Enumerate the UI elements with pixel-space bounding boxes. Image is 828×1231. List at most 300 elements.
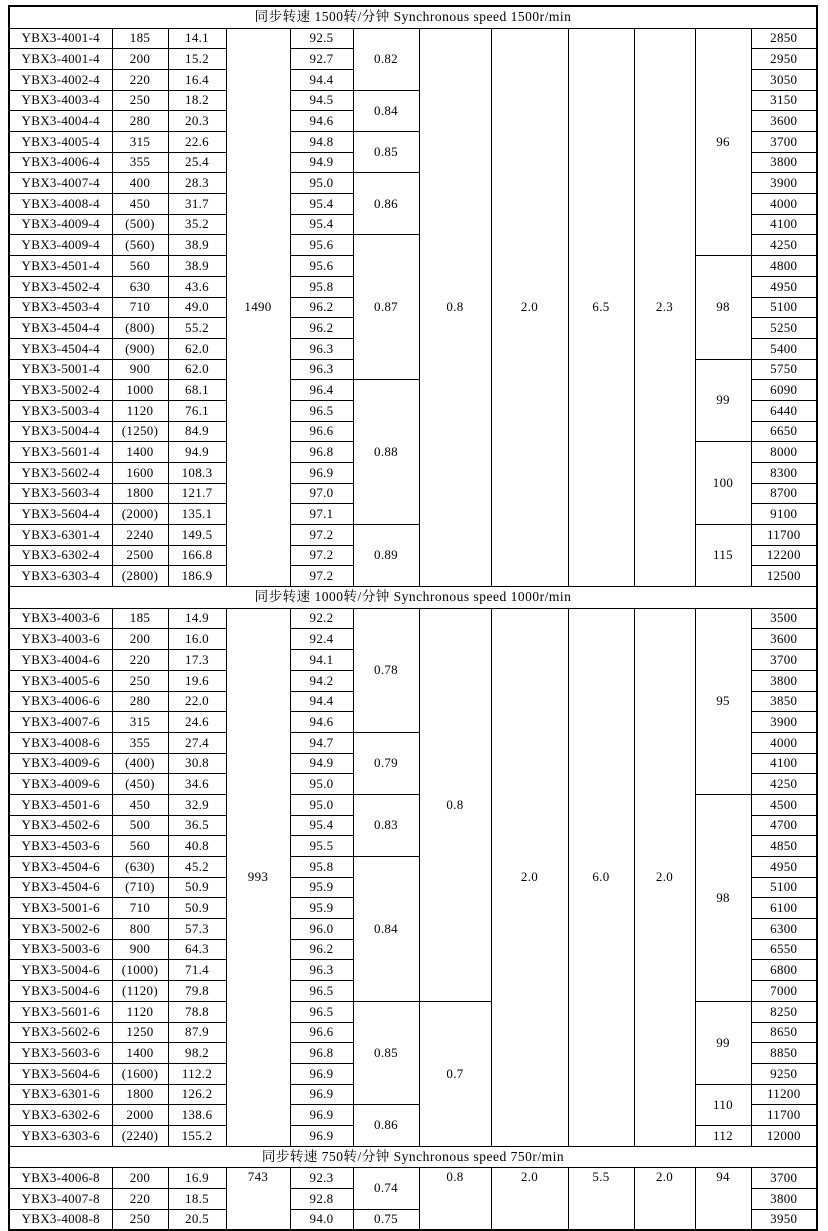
cell-power-factor: 0.79 <box>353 732 419 794</box>
cell-efficiency: 96.5 <box>290 1001 353 1022</box>
cell-power: (1600) <box>112 1063 168 1084</box>
cell-efficiency: 95.4 <box>290 214 353 235</box>
cell-locked-rotor-pf: 0.8 <box>419 608 491 1001</box>
cell-efficiency: 95.5 <box>290 836 353 857</box>
cell-model: YBX3-4009-4 <box>9 235 112 256</box>
cell-current: 62.0 <box>168 338 226 359</box>
cell-weight: 11200 <box>751 1084 817 1105</box>
cell-weight: 8700 <box>751 483 817 504</box>
cell-efficiency: 94.6 <box>290 111 353 132</box>
cell-power: 220 <box>112 1188 168 1209</box>
cell-current: 50.9 <box>168 898 226 919</box>
cell-weight: 3500 <box>751 608 817 629</box>
cell-weight: 6090 <box>751 380 817 401</box>
cell-weight: 9250 <box>751 1063 817 1084</box>
cell-locked-rotor-pf: 0.8 <box>419 1168 491 1231</box>
cell-weight: 6300 <box>751 919 817 940</box>
cell-noise: 99 <box>695 359 751 442</box>
cell-current: 25.4 <box>168 152 226 173</box>
cell-current: 155.2 <box>168 1125 226 1146</box>
cell-weight: 12000 <box>751 1125 817 1146</box>
cell-model: YBX3-4008-8 <box>9 1209 112 1230</box>
cell-efficiency: 94.2 <box>290 670 353 691</box>
cell-weight: 8850 <box>751 1043 817 1064</box>
cell-power: 710 <box>112 898 168 919</box>
cell-model: YBX3-5003-6 <box>9 939 112 960</box>
cell-current: 186.9 <box>168 566 226 587</box>
cell-current: 27.4 <box>168 732 226 753</box>
cell-model: YBX3-4001-4 <box>9 49 112 70</box>
cell-power-factor: 0.83 <box>353 794 419 856</box>
cell-power: 450 <box>112 794 168 815</box>
cell-efficiency: 96.3 <box>290 359 353 380</box>
cell-power: 315 <box>112 712 168 733</box>
cell-efficiency: 97.2 <box>290 525 353 546</box>
cell-torque-ratio: 2.0 <box>491 608 568 1146</box>
cell-power: (450) <box>112 774 168 795</box>
cell-weight: 2950 <box>751 49 817 70</box>
cell-power: (1120) <box>112 981 168 1002</box>
cell-efficiency: 92.7 <box>290 49 353 70</box>
cell-current: 14.9 <box>168 608 226 629</box>
cell-power-factor: 0.86 <box>353 173 419 235</box>
cell-power: (2800) <box>112 566 168 587</box>
cell-efficiency: 95.6 <box>290 256 353 277</box>
cell-weight: 3850 <box>751 691 817 712</box>
cell-current: 138.6 <box>168 1105 226 1126</box>
cell-weight: 8650 <box>751 1022 817 1043</box>
cell-current: 78.8 <box>168 1001 226 1022</box>
cell-weight: 12500 <box>751 566 817 587</box>
cell-locked-rotor-pf: 0.8 <box>419 28 491 587</box>
cell-model: YBX3-4501-6 <box>9 794 112 815</box>
cell-power-factor: 0.85 <box>353 132 419 173</box>
cell-power: 1600 <box>112 463 168 484</box>
cell-power: (2000) <box>112 504 168 525</box>
cell-efficiency: 94.8 <box>290 132 353 153</box>
cell-weight: 12200 <box>751 545 817 566</box>
cell-weight: 5750 <box>751 359 817 380</box>
cell-current: 20.5 <box>168 1209 226 1230</box>
cell-current: 166.8 <box>168 545 226 566</box>
cell-current: 126.2 <box>168 1084 226 1105</box>
cell-model: YBX3-4502-6 <box>9 815 112 836</box>
cell-current: 28.3 <box>168 173 226 194</box>
cell-current-ratio: 5.5 <box>568 1168 634 1231</box>
cell-model: YBX3-4504-6 <box>9 857 112 878</box>
cell-current: 34.6 <box>168 774 226 795</box>
cell-max-torque-ratio: 2.0 <box>634 608 695 1146</box>
cell-efficiency: 97.1 <box>290 504 353 525</box>
cell-current: 22.0 <box>168 691 226 712</box>
cell-weight: 6550 <box>751 939 817 960</box>
cell-current: 49.0 <box>168 297 226 318</box>
cell-model: YBX3-4504-4 <box>9 338 112 359</box>
cell-model: YBX3-4001-4 <box>9 28 112 49</box>
cell-max-torque-ratio: 2.3 <box>634 28 695 587</box>
cell-weight: 8300 <box>751 463 817 484</box>
cell-efficiency: 96.3 <box>290 960 353 981</box>
cell-model: YBX3-5602-6 <box>9 1022 112 1043</box>
cell-model: YBX3-4006-6 <box>9 691 112 712</box>
cell-power: 400 <box>112 173 168 194</box>
cell-power: (1250) <box>112 421 168 442</box>
cell-current: 14.1 <box>168 28 226 49</box>
cell-model: YBX3-4004-4 <box>9 111 112 132</box>
cell-power: 800 <box>112 919 168 940</box>
cell-power: 250 <box>112 670 168 691</box>
cell-model: YBX3-5603-4 <box>9 483 112 504</box>
cell-power-factor: 0.78 <box>353 608 419 732</box>
cell-efficiency: 96.9 <box>290 1063 353 1084</box>
cell-power: 250 <box>112 1209 168 1230</box>
cell-power: (900) <box>112 338 168 359</box>
cell-weight: 3900 <box>751 712 817 733</box>
cell-power: 2000 <box>112 1105 168 1126</box>
cell-efficiency: 94.9 <box>290 152 353 173</box>
cell-current: 149.5 <box>168 525 226 546</box>
cell-power: 355 <box>112 152 168 173</box>
cell-current: 31.7 <box>168 194 226 215</box>
cell-weight: 6100 <box>751 898 817 919</box>
cell-model: YBX3-4004-6 <box>9 650 112 671</box>
cell-model: YBX3-5601-6 <box>9 1001 112 1022</box>
cell-efficiency: 95.0 <box>290 794 353 815</box>
cell-model: YBX3-4003-4 <box>9 90 112 111</box>
cell-model: YBX3-4007-4 <box>9 173 112 194</box>
cell-efficiency: 96.5 <box>290 981 353 1002</box>
cell-efficiency: 92.8 <box>290 1188 353 1209</box>
cell-model: YBX3-5602-4 <box>9 463 112 484</box>
cell-efficiency: 95.0 <box>290 173 353 194</box>
cell-current: 22.6 <box>168 132 226 153</box>
cell-efficiency: 94.0 <box>290 1209 353 1230</box>
table-body <box>9 6 817 1230</box>
cell-power: 1800 <box>112 1084 168 1105</box>
cell-efficiency: 96.5 <box>290 400 353 421</box>
cell-model: YBX3-5001-6 <box>9 898 112 919</box>
cell-model: YBX3-4008-4 <box>9 194 112 215</box>
cell-current: 108.3 <box>168 463 226 484</box>
cell-power: 200 <box>112 629 168 650</box>
cell-speed: 743 <box>226 1168 290 1231</box>
cell-power: 355 <box>112 732 168 753</box>
cell-power: 315 <box>112 132 168 153</box>
cell-weight: 3700 <box>751 650 817 671</box>
cell-efficiency: 94.4 <box>290 691 353 712</box>
cell-efficiency: 96.0 <box>290 919 353 940</box>
cell-efficiency: 96.9 <box>290 1084 353 1105</box>
cell-power-factor: 0.87 <box>353 235 419 380</box>
cell-efficiency: 95.6 <box>290 235 353 256</box>
cell-current: 94.9 <box>168 442 226 463</box>
cell-current: 68.1 <box>168 380 226 401</box>
cell-power: 250 <box>112 90 168 111</box>
cell-power: 2500 <box>112 545 168 566</box>
cell-efficiency: 96.6 <box>290 421 353 442</box>
cell-speed: 1490 <box>226 28 290 587</box>
cell-noise: 100 <box>695 442 751 525</box>
cell-weight: 7000 <box>751 981 817 1002</box>
cell-efficiency: 92.2 <box>290 608 353 629</box>
cell-power-factor: 0.85 <box>353 1001 419 1104</box>
cell-weight: 4700 <box>751 815 817 836</box>
cell-model: YBX3-4504-6 <box>9 877 112 898</box>
cell-model: YBX3-4008-6 <box>9 732 112 753</box>
cell-power-factor: 0.74 <box>353 1168 419 1209</box>
cell-efficiency: 95.0 <box>290 774 353 795</box>
cell-current-ratio: 6.0 <box>568 608 634 1146</box>
cell-model: YBX3-5603-6 <box>9 1043 112 1064</box>
section-title: 同步转速 1500转/分钟 Synchronous speed 1500r/min <box>9 6 817 28</box>
cell-power-factor: 0.84 <box>353 90 419 131</box>
cell-model: YBX3-4007-8 <box>9 1188 112 1209</box>
cell-current: 43.6 <box>168 276 226 297</box>
cell-model: YBX3-4504-4 <box>9 318 112 339</box>
cell-model: YBX3-4009-6 <box>9 753 112 774</box>
cell-power: 185 <box>112 28 168 49</box>
cell-model: YBX3-6303-6 <box>9 1125 112 1146</box>
cell-model: YBX3-4007-6 <box>9 712 112 733</box>
cell-efficiency: 95.9 <box>290 898 353 919</box>
cell-efficiency: 96.8 <box>290 442 353 463</box>
cell-noise: 98 <box>695 794 751 1001</box>
cell-weight: 4950 <box>751 857 817 878</box>
cell-model: YBX3-6303-4 <box>9 566 112 587</box>
cell-model: YBX3-4009-4 <box>9 214 112 235</box>
cell-power: 220 <box>112 650 168 671</box>
cell-model: YBX3-5601-4 <box>9 442 112 463</box>
cell-current: 79.8 <box>168 981 226 1002</box>
cell-efficiency: 94.5 <box>290 90 353 111</box>
cell-weight: 6650 <box>751 421 817 442</box>
cell-efficiency: 96.9 <box>290 1105 353 1126</box>
cell-model: YBX3-6302-6 <box>9 1105 112 1126</box>
cell-power: 450 <box>112 194 168 215</box>
cell-efficiency: 92.5 <box>290 28 353 49</box>
cell-weight: 5400 <box>751 338 817 359</box>
motor-spec-table <box>8 5 818 1231</box>
cell-efficiency: 95.8 <box>290 857 353 878</box>
cell-current: 112.2 <box>168 1063 226 1084</box>
cell-weight: 4250 <box>751 235 817 256</box>
cell-model: YBX3-4006-4 <box>9 152 112 173</box>
cell-power: (1000) <box>112 960 168 981</box>
cell-noise: 98 <box>695 256 751 359</box>
cell-current: 32.9 <box>168 794 226 815</box>
cell-model: YBX3-4003-6 <box>9 608 112 629</box>
cell-weight: 3900 <box>751 173 817 194</box>
cell-weight: 4500 <box>751 794 817 815</box>
cell-power: (710) <box>112 877 168 898</box>
cell-current: 71.4 <box>168 960 226 981</box>
cell-efficiency: 94.4 <box>290 69 353 90</box>
cell-model: YBX3-4005-4 <box>9 132 112 153</box>
cell-power: 1800 <box>112 483 168 504</box>
cell-power: (630) <box>112 857 168 878</box>
cell-weight: 3800 <box>751 670 817 691</box>
cell-current: 24.6 <box>168 712 226 733</box>
cell-weight: 4950 <box>751 276 817 297</box>
cell-model: YBX3-4003-6 <box>9 629 112 650</box>
cell-model: YBX3-5004-6 <box>9 960 112 981</box>
cell-power: 560 <box>112 256 168 277</box>
cell-current: 16.9 <box>168 1168 226 1189</box>
cell-model: YBX3-4503-6 <box>9 836 112 857</box>
cell-power: 185 <box>112 608 168 629</box>
cell-efficiency: 96.6 <box>290 1022 353 1043</box>
cell-current: 15.2 <box>168 49 226 70</box>
cell-weight: 3800 <box>751 152 817 173</box>
cell-power: 900 <box>112 359 168 380</box>
cell-torque-ratio: 2.0 <box>491 1168 568 1231</box>
cell-current: 16.4 <box>168 69 226 90</box>
cell-power: (560) <box>112 235 168 256</box>
cell-model: YBX3-4501-4 <box>9 256 112 277</box>
cell-noise: 94 <box>695 1168 751 1231</box>
cell-efficiency: 96.2 <box>290 318 353 339</box>
section-title: 同步转速 750转/分钟 Synchronous speed 750r/min <box>9 1146 817 1168</box>
cell-efficiency: 95.4 <box>290 194 353 215</box>
cell-power-factor: 0.84 <box>353 857 419 1002</box>
cell-efficiency: 94.6 <box>290 712 353 733</box>
cell-efficiency: 96.3 <box>290 338 353 359</box>
cell-noise: 99 <box>695 1001 751 1084</box>
cell-weight: 3700 <box>751 1168 817 1189</box>
cell-efficiency: 95.9 <box>290 877 353 898</box>
cell-power-factor: 0.88 <box>353 380 419 525</box>
cell-power: 1120 <box>112 1001 168 1022</box>
cell-current: 40.8 <box>168 836 226 857</box>
cell-weight: 8000 <box>751 442 817 463</box>
cell-current: 55.2 <box>168 318 226 339</box>
cell-efficiency: 95.4 <box>290 815 353 836</box>
cell-current-ratio: 6.5 <box>568 28 634 587</box>
cell-power: 1400 <box>112 442 168 463</box>
cell-efficiency: 97.2 <box>290 545 353 566</box>
cell-current: 19.6 <box>168 670 226 691</box>
cell-power: 1400 <box>112 1043 168 1064</box>
cell-efficiency: 92.3 <box>290 1168 353 1189</box>
cell-current: 135.1 <box>168 504 226 525</box>
cell-current: 18.5 <box>168 1188 226 1209</box>
cell-model: YBX3-4009-6 <box>9 774 112 795</box>
cell-max-torque-ratio: 2.0 <box>634 1168 695 1231</box>
cell-current: 98.2 <box>168 1043 226 1064</box>
cell-power-factor: 0.75 <box>353 1209 419 1230</box>
cell-weight: 11700 <box>751 525 817 546</box>
cell-noise: 95 <box>695 608 751 794</box>
cell-weight: 4850 <box>751 836 817 857</box>
cell-power: 280 <box>112 691 168 712</box>
cell-efficiency: 96.4 <box>290 380 353 401</box>
cell-model: YBX3-5003-4 <box>9 400 112 421</box>
cell-power: 2240 <box>112 525 168 546</box>
cell-weight: 4250 <box>751 774 817 795</box>
cell-weight: 3600 <box>751 629 817 650</box>
cell-model: YBX3-4006-8 <box>9 1168 112 1189</box>
cell-model: YBX3-4002-4 <box>9 69 112 90</box>
cell-model: YBX3-5004-4 <box>9 421 112 442</box>
cell-power: 710 <box>112 297 168 318</box>
cell-model: YBX3-5002-4 <box>9 380 112 401</box>
cell-weight: 4000 <box>751 194 817 215</box>
cell-weight: 4100 <box>751 753 817 774</box>
cell-power: (2240) <box>112 1125 168 1146</box>
cell-model: YBX3-5604-6 <box>9 1063 112 1084</box>
cell-model: YBX3-5002-6 <box>9 919 112 940</box>
cell-current: 35.2 <box>168 214 226 235</box>
cell-efficiency: 96.9 <box>290 1125 353 1146</box>
cell-power-factor: 0.82 <box>353 28 419 90</box>
cell-weight: 3700 <box>751 132 817 153</box>
cell-model: YBX3-6301-6 <box>9 1084 112 1105</box>
cell-torque-ratio: 2.0 <box>491 28 568 587</box>
cell-speed: 993 <box>226 608 290 1146</box>
cell-weight: 4000 <box>751 732 817 753</box>
cell-efficiency: 94.1 <box>290 650 353 671</box>
cell-weight: 11700 <box>751 1105 817 1126</box>
cell-power: 1120 <box>112 400 168 421</box>
cell-current: 50.9 <box>168 877 226 898</box>
cell-current: 57.3 <box>168 919 226 940</box>
cell-power-factor: 0.86 <box>353 1105 419 1146</box>
cell-weight: 3050 <box>751 69 817 90</box>
cell-power: 1000 <box>112 380 168 401</box>
cell-efficiency: 96.8 <box>290 1043 353 1064</box>
cell-power: 1250 <box>112 1022 168 1043</box>
cell-current: 20.3 <box>168 111 226 132</box>
cell-efficiency: 96.2 <box>290 939 353 960</box>
cell-power: (500) <box>112 214 168 235</box>
cell-noise: 112 <box>695 1125 751 1146</box>
cell-weight: 3950 <box>751 1209 817 1230</box>
cell-power: 200 <box>112 1168 168 1189</box>
cell-power: 200 <box>112 49 168 70</box>
cell-efficiency: 96.9 <box>290 463 353 484</box>
cell-current: 17.3 <box>168 650 226 671</box>
cell-weight: 9100 <box>751 504 817 525</box>
cell-efficiency: 96.2 <box>290 297 353 318</box>
cell-model: YBX3-5004-6 <box>9 981 112 1002</box>
cell-weight: 2850 <box>751 28 817 49</box>
cell-current: 84.9 <box>168 421 226 442</box>
cell-efficiency: 95.8 <box>290 276 353 297</box>
cell-model: YBX3-4502-4 <box>9 276 112 297</box>
cell-current: 121.7 <box>168 483 226 504</box>
cell-efficiency: 97.0 <box>290 483 353 504</box>
section-title: 同步转速 1000转/分钟 Synchronous speed 1000r/min <box>9 587 817 609</box>
cell-current: 16.0 <box>168 629 226 650</box>
cell-weight: 6800 <box>751 960 817 981</box>
cell-model: YBX3-6302-4 <box>9 545 112 566</box>
cell-power: 900 <box>112 939 168 960</box>
cell-locked-rotor-pf: 0.7 <box>419 1001 491 1146</box>
cell-power: 280 <box>112 111 168 132</box>
cell-current: 64.3 <box>168 939 226 960</box>
cell-current: 36.5 <box>168 815 226 836</box>
cell-model: YBX3-4503-4 <box>9 297 112 318</box>
cell-model: YBX3-4005-6 <box>9 670 112 691</box>
cell-current: 45.2 <box>168 857 226 878</box>
cell-weight: 3150 <box>751 90 817 111</box>
cell-efficiency: 94.7 <box>290 732 353 753</box>
cell-weight: 8250 <box>751 1001 817 1022</box>
cell-weight: 5100 <box>751 297 817 318</box>
cell-efficiency: 94.9 <box>290 753 353 774</box>
cell-power: 220 <box>112 69 168 90</box>
cell-current: 62.0 <box>168 359 226 380</box>
